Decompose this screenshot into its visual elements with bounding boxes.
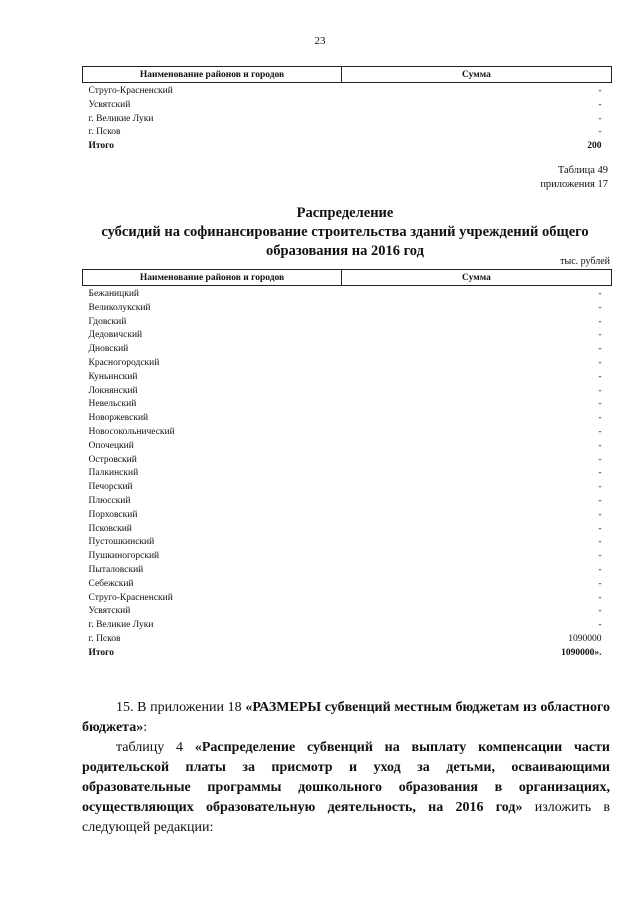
district-name: г. Псков — [88, 633, 121, 644]
district-name: Дновский — [88, 344, 129, 355]
amendment-paragraphs — [82, 698, 610, 838]
table-row — [83, 316, 612, 330]
title-line-1: Распределение — [296, 205, 394, 221]
amount-cell: - — [598, 357, 602, 368]
table-row — [83, 126, 612, 140]
amount-cell: - — [598, 578, 602, 589]
table-header-row — [83, 67, 612, 83]
district-name: Бежаницкий — [88, 289, 139, 299]
amount-cell: - — [598, 468, 602, 479]
amount-cell: - — [598, 344, 602, 355]
district-name: Струго-Красненский — [88, 592, 173, 603]
column-header-amount: Сумма — [342, 67, 612, 83]
district-name: Палкинский — [88, 468, 139, 479]
amount-cell: - — [598, 454, 602, 465]
page-number: 23 — [314, 35, 326, 47]
amount-cell: - — [598, 113, 602, 124]
district-name: Островский — [88, 454, 137, 465]
amount-cell: - — [598, 482, 602, 493]
district-name: Струго-Красненский — [88, 86, 173, 96]
district-name: Порховский — [88, 509, 138, 520]
district-name: Пыталовский — [88, 564, 144, 575]
table-row — [83, 398, 612, 412]
title-line-3: образования на 2016 год — [266, 243, 424, 259]
table-row — [83, 113, 612, 127]
district-name: Локнянский — [88, 385, 138, 396]
district-name: Псковский — [88, 523, 132, 534]
amount-cell: - — [598, 86, 602, 96]
table-row — [83, 329, 612, 343]
district-name: г. Псков — [88, 127, 121, 138]
table-row — [83, 619, 612, 633]
table-row — [83, 302, 612, 316]
subsidy-allocation-table — [82, 269, 612, 661]
table-row — [83, 592, 612, 606]
amount-cell: - — [598, 399, 602, 410]
district-name: г. Великие Луки — [88, 113, 154, 124]
table-row — [83, 286, 612, 302]
paragraph-table-4: таблицу 4 «Распределение субвенций на выплату компенсации части родительской платы за присмотр и уход за детьми, осваивающими образовательные программы дошкольного образования в организациях, осуществляющих образовательную деятельность, на 2016 год» изложить в следующей редакции: — [82, 740, 611, 835]
table-row — [83, 440, 612, 454]
column-header-name: Наименование районов и городов — [83, 270, 342, 286]
amount-cell: - — [598, 551, 602, 562]
unit-label: тыс. рублей — [560, 256, 610, 267]
district-name: Себежский — [88, 578, 134, 589]
total-amount: 1090000». — [561, 647, 602, 658]
amount-cell: - — [598, 564, 602, 575]
amount-cell: 1090000 — [568, 633, 602, 644]
allocation-table-continued — [82, 66, 612, 154]
amount-cell: - — [598, 302, 602, 313]
table-number: Таблица 49 — [557, 165, 608, 176]
district-name: Гдовский — [88, 316, 127, 327]
district-name: Пустошкинский — [88, 537, 155, 548]
district-name: Великолукский — [88, 302, 151, 313]
total-amount: 200 — [587, 141, 602, 152]
district-name: Усвятский — [88, 606, 131, 617]
amount-cell: - — [598, 592, 602, 603]
amount-cell: - — [598, 537, 602, 548]
table-row — [83, 578, 612, 592]
amount-cell: - — [598, 316, 602, 327]
amount-cell: - — [598, 413, 602, 424]
table-title — [0, 204, 640, 261]
table-reference — [540, 164, 608, 192]
amount-cell: - — [598, 606, 602, 617]
district-name: Пушкиногорский — [88, 551, 160, 562]
table-row — [83, 633, 612, 647]
district-name: Плюсский — [88, 495, 131, 506]
district-name: Печорский — [88, 482, 133, 493]
amount-cell: - — [598, 495, 602, 506]
district-name: Новосокольнический — [88, 426, 175, 437]
amount-cell: - — [598, 509, 602, 520]
table-row — [83, 357, 612, 371]
table-row — [83, 550, 612, 564]
table-row — [83, 564, 612, 578]
amount-cell: - — [598, 426, 602, 437]
table-row — [83, 343, 612, 357]
table-row — [83, 426, 612, 440]
total-row — [83, 647, 612, 661]
title-line-2: субсидий на софинансирование строительства зданий учреждений общего — [101, 224, 589, 240]
table-row — [83, 412, 612, 426]
table-row — [83, 605, 612, 619]
district-name: Куньинский — [88, 371, 138, 382]
district-name: г. Великие Луки — [88, 620, 154, 631]
total-label: Итого — [88, 141, 115, 152]
district-name: Опочецкий — [88, 440, 134, 451]
appendix-number: приложения 17 — [540, 179, 608, 190]
amount-cell: - — [598, 523, 602, 534]
table-row — [83, 523, 612, 537]
district-name: Красногородский — [88, 357, 160, 368]
table-row — [83, 83, 612, 99]
amount-cell: - — [598, 440, 602, 451]
table-row — [83, 467, 612, 481]
amount-cell: - — [598, 620, 602, 631]
amount-cell: - — [598, 371, 602, 382]
table-row — [83, 454, 612, 468]
column-header-amount: Сумма — [342, 270, 612, 286]
total-label: Итого — [88, 647, 115, 658]
amount-cell: - — [598, 330, 602, 341]
table-header-row — [83, 270, 612, 286]
district-name: Новоржевский — [88, 413, 149, 424]
table-row — [83, 385, 612, 399]
table-row — [83, 371, 612, 385]
district-name: Дедовичский — [88, 330, 143, 341]
paragraph-15: 15. В приложении 18 «РАЗМЕРЫ субвенций местным бюджетам из областного бюджета»: — [82, 700, 610, 735]
table-row — [83, 536, 612, 550]
amount-cell: - — [598, 127, 602, 138]
district-name: Невельский — [88, 399, 137, 410]
table-4-title: «Распределение субвенций на выплату компенсации части родительской платы за присмотр и уход за детьми, осваивающими образовательные программы дошкольного образования в организациях, осуществляющих образовательную деятельность, на 2016 год» — [82, 740, 611, 815]
table-row — [83, 99, 612, 113]
district-name: Усвятский — [88, 99, 131, 110]
total-row — [83, 140, 612, 154]
table-row — [83, 495, 612, 509]
amount-cell: - — [598, 99, 602, 110]
amount-cell: - — [598, 289, 602, 299]
amount-cell: - — [598, 385, 602, 396]
column-header-name: Наименование районов и городов — [83, 67, 342, 83]
table-row — [83, 509, 612, 523]
annex-title: «РАЗМЕРЫ субвенций местным бюджетам из областного бюджета» — [82, 700, 610, 735]
table-row — [83, 481, 612, 495]
